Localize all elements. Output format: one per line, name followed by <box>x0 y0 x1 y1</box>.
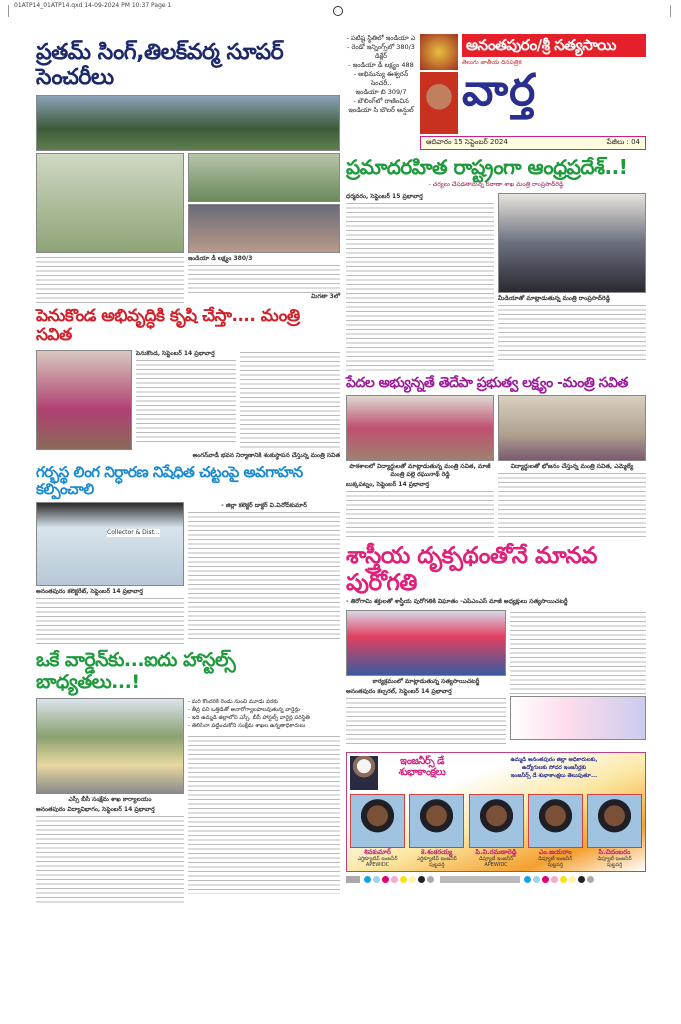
masthead <box>420 34 646 150</box>
article-text <box>36 255 184 303</box>
article-text <box>188 263 340 293</box>
engineer-card <box>350 794 405 868</box>
bullet: ఇండియా బి 309/7 <box>355 88 407 96</box>
article-text <box>188 510 340 640</box>
deity-photo <box>420 34 458 70</box>
article-text <box>188 734 340 894</box>
masthead-name: వార్త <box>462 65 537 117</box>
engineer-org: పుట్టపర్తి <box>547 861 563 868</box>
engineer-card <box>409 794 464 868</box>
small-advertisement <box>510 696 646 740</box>
engineer-photo <box>528 794 583 848</box>
bullet: - బౌలింగ్‌లో రాణించిన ఇండియా సి బౌలర్ అన్షుల్ <box>348 97 414 114</box>
engineer-role: డిప్యూటీ ఇంజనీర్ <box>478 855 514 862</box>
school-visit-photo <box>346 395 494 461</box>
batsman-photo <box>36 153 184 253</box>
penukonda-headline: పెనుకొండ అభివృద్ధికి కృషి చేస్తా.... మంత్రి సవిత <box>36 305 300 346</box>
ad-message <box>466 756 642 790</box>
savitha-headline: పేదల అభ్యున్నతే తెదేపా ప్రభుత్వ లక్ష్యం -మంత్రి సవిత <box>346 375 628 391</box>
pndt-subhead: - జిల్లా కలెక్టర్ డాక్టర్ వి.వినోద్‌కుమార్ <box>221 502 307 510</box>
sports-mid-caption: ఇండియా డీ లక్ష్యం 380/3 <box>188 254 253 262</box>
science-photo-caption: కార్యక్రమంలో మాట్లాడుతున్న సత్యసాయిచటర్జీ <box>372 677 480 685</box>
article-text <box>240 350 340 450</box>
hostel-dateline: అనంతపురం విద్యావిభాగం, సెప్టెంబర్ 14 ప్రభావార్త <box>36 805 155 813</box>
students-lunch-photo <box>498 395 646 461</box>
bullet: - మరి కొందరికి రెండు నుంచి మూడు వరకు <box>188 698 279 705</box>
engineer-role: ఎగ్జిక్యూటివ్ ఇంజనీర్ <box>357 855 398 862</box>
lead-headline: ప్రమాదరహిత రాష్ట్రంగా ఆంధ్రప్రదేశ్..! <box>346 155 628 179</box>
savitha-caption-right: విద్యార్థులతో భోజనం చేస్తున్న మంత్రి సవిత, ఎమ్మెల్యే <box>510 463 634 471</box>
sports-bullets <box>346 34 416 150</box>
sai-baba-photo <box>420 72 458 134</box>
penukonda-dateline: పెనుకొండ, సెప్టెంబర్ 14 ప్రభావార్త <box>136 349 215 357</box>
science-event-photo <box>346 610 506 676</box>
article-text <box>36 814 184 904</box>
engineer-name: పి.వి.రమణారెడ్డి <box>475 847 517 856</box>
minister-photo <box>36 350 132 450</box>
video-conference-photo <box>36 502 184 586</box>
crop-mark <box>8 5 9 17</box>
left-column <box>36 40 340 904</box>
masthead-row <box>346 34 646 150</box>
page-count: పేజీలు : 04 <box>606 138 640 146</box>
engineer-list <box>350 794 642 868</box>
masthead-tagline: తెలుగు జాతీయ దినపత్రిక <box>462 59 522 67</box>
engineer-card <box>469 794 524 868</box>
article-text <box>510 610 646 694</box>
jump-line: మిగతా 3లో <box>311 292 340 300</box>
engineer-org: APEWIDC <box>484 861 508 868</box>
hostel-bullets <box>188 698 340 730</box>
engineer-org: పుట్టపర్తి <box>429 861 445 868</box>
screen-text: Collector & Dist... <box>107 529 160 537</box>
lead-subhead: - చర్యలు చేపడతామన్న రవాణా శాఖ మంత్రి రాంప్రసాద్‌రెడ్డి <box>428 181 564 188</box>
science-dateline: అనంతపురం కల్చరల్, సెప్టెంబర్ 14 ప్రభావార్త <box>346 687 452 695</box>
engineer-role: డిప్యూటీ ఇంజనీర్ <box>597 855 632 862</box>
engineer-name: కె.శంకరయ్య <box>421 847 453 856</box>
engineers-day-advertisement <box>346 752 646 872</box>
engineer-photo <box>469 794 524 848</box>
engineer-name: ఎం.జయరాం <box>538 847 572 856</box>
article-text <box>346 696 506 746</box>
date-bar <box>420 136 646 150</box>
stadium-photo <box>36 95 340 151</box>
pndt-dateline: అనంతపురం కలెక్టరేట్, సెప్టెంబర్ 14 ప్రభావార్త <box>36 588 143 596</box>
article-text <box>346 489 494 539</box>
engineer-org: APEWIDC <box>365 861 390 868</box>
engineer-card <box>528 794 583 868</box>
bullet: - రెండో ఇన్నింగ్స్‌లో 380/3 డిక్లేర్ <box>347 43 415 60</box>
bullet: - తీవ్ర పని ఒత్తిడితో అనారోగ్యాలపాలవుతున్న వార్డెన్లు <box>188 706 301 713</box>
crowd-photo <box>188 204 340 253</box>
edition-band: అనంతపురం/శ్రీ సత్యసాయి <box>462 34 646 57</box>
savitha-dateline: బుక్కపట్నం, సెప్టెంబర్ 14 ప్రభావార్త <box>346 481 430 489</box>
bullet: - ఇది ఉమ్మడి జిల్లాలోని ఎస్సీ, బీసీ హాస్టల్స్ వార్డెన్ల పరిస్థితి <box>188 714 310 721</box>
engineer-card <box>587 794 642 868</box>
sports-headline: ప్రతమ్ సింగ్,తిలక్‌వర్మ సూపర్ సెంచరీలు <box>36 40 284 91</box>
bullet: - పటిష్ట స్థితిలో ఇండియా ఎ <box>346 34 416 42</box>
science-headline: శాస్త్రీయ దృక్పథంతోనే మానవ పురోగతి <box>346 543 597 596</box>
science-subhead: - తిరోగామి శక్తులతో శాస్త్రీయ పురోగతికి విఘాతం -ఎపిఎంఎస్ మాజీ అధ్యక్షులు సత్యసాయిచటర్జీ <box>346 597 568 605</box>
pndt-headline: గర్భస్థ లింగ నిర్ధారణ నిషేధిత చట్టంపై అవగాహన కల్పించాలి <box>36 462 303 498</box>
bullet: - ఇండియా డీ లక్ష్యం 488 <box>348 61 414 69</box>
engineer-org: పుట్టపర్తి <box>606 861 623 868</box>
hostel-photo-caption: ఎస్సీ బీసీ సంక్షేమ శాఖ కార్యాలయం <box>68 795 152 803</box>
ad-message-line: ఉమ్మడి అనంతపురం జిల్లా అధికారులకు, <box>510 756 598 763</box>
hostel-building-photo <box>36 698 184 794</box>
minister-press-photo <box>498 193 646 293</box>
article-text <box>346 201 494 371</box>
engineer-role: డిప్యూటీ ఇంజనీర్ <box>538 855 573 862</box>
bullet: - తెలిసినా పట్టించుకోని సంక్షేమ శాఖల ఉన్నతాధికారులు <box>188 722 306 729</box>
fielding-photo <box>188 153 340 202</box>
bullet: - అభిమన్యు ఈశ్వరన్ సెంచరీ.. <box>353 70 409 87</box>
engineer-photo <box>409 794 464 848</box>
lead-dateline: ధర్మవరం, సెప్టెంబర్ 15 ప్రభావార్త <box>346 193 423 200</box>
engineer-name: శివకుమార్ <box>364 847 391 856</box>
color-registration-bar <box>346 876 646 883</box>
savitha-caption-left: పాఠశాలలో విద్యార్థులతో మాట్లాడుతున్న మంత్రి సవిత, మాజీ మంత్రి పల్లె రఘునాథ్ రెడ్డి <box>349 463 491 479</box>
article-text <box>498 303 646 363</box>
ad-title: ఇంజనీర్స్ డే శుభాకాంక్షలు <box>398 755 446 779</box>
hostel-headline: ఒకే వార్డెన్‌కు...ఐదు హాస్టల్స్ బాధ్యతలు...! <box>36 649 236 694</box>
penukonda-photo-caption: అంగన్‌వాడీ భవన నిర్మాణానికి శంకుస్థాపన చేస్తున్న మంత్రి సవిత <box>192 451 340 459</box>
registration-mark <box>333 6 343 16</box>
print-slug: 01ATP14_01ATP14.qxd 14-09-2024 PM 10:37 Page 1 <box>14 2 172 9</box>
engineer-role: ఎగ్జిక్యూటివ్ ఇంజనీర్ <box>416 855 457 862</box>
engineer-name: సి.చిదంబరం <box>598 847 631 856</box>
crop-mark <box>670 5 671 17</box>
lead-photo-caption: మీడియాతో మాట్లాడుతున్న మంత్రి రాంప్రసాద్‌రెడ్డి <box>498 295 611 302</box>
ad-message-line: ఉద్యోగులకు సోదర ఇంజనీర్లకు <box>521 764 587 771</box>
article-text <box>36 596 184 646</box>
engineer-photo <box>587 794 642 848</box>
visvesvaraya-portrait <box>350 756 378 790</box>
article-text <box>498 471 646 537</box>
issue-date: ఆదివారం 15 సెప్టెంబర్ 2024 <box>426 138 508 146</box>
article-text <box>136 358 236 442</box>
ad-message-line: ఇంజనీర్స్ డే శుభాకాంక్షలు తెలుపుతూ... <box>510 772 598 779</box>
right-column <box>346 34 646 883</box>
engineer-photo <box>350 794 405 848</box>
